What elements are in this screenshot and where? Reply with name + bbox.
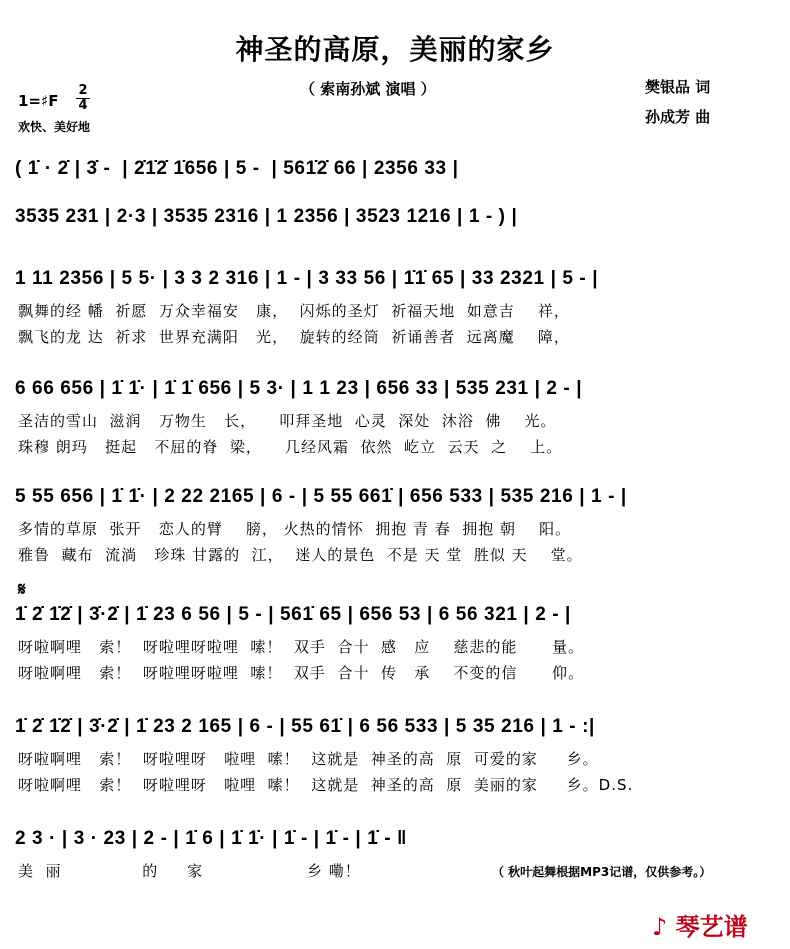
notation-row-2: 3535 231 | 2·3 | 3535 2316 | 1 2356 | 3523 1216 | 1 - ) | (15, 206, 518, 227)
lyricist-credit: 樊银品 词 (645, 78, 711, 96)
lyric-line: 呀啦啊哩 索！ 呀啦哩呀 啦哩 嗦！ 这就是 神圣的高 原 可爱的家 乡。 (18, 750, 599, 768)
lyric-line: 多情的草原 张开 恋人的臂 膀， 火热的情怀 拥抱 青 春 拥抱 朝 阳。 (18, 520, 572, 538)
singer-credit: （ 索南孙斌 演唱 ） (300, 80, 436, 98)
logo-mark-icon: ♪ (652, 912, 676, 941)
lyric-line: 圣洁的雪山 滋润 万物生 长， 叩拜圣地 心灵 深处 沐浴 佛 光。 (18, 412, 557, 430)
lyric-line: 飘舞的经 幡 祈愿 万众幸福安 康， 闪烁的圣灯 祈福天地 如意吉 祥， (18, 302, 570, 320)
segno-sign: 𝄋 (18, 579, 26, 600)
lyric-line: 雅鲁 藏布 流淌 珍珠 甘露的 江， 迷人的景色 不是 天 堂 胜似 天 堂。 (18, 546, 583, 564)
song-title: 神圣的高原，美丽的家乡 (235, 33, 555, 66)
lyric-line: 珠穆 朗玛 挺起 不屈的脊 梁， 几经风霜 依然 屹立 云天 之 上。 (18, 438, 563, 456)
lyric-line: 呀啦啊哩 索！ 呀啦哩呀啦哩 嗦！ 双手 合十 传 承 不变的信 仰。 (18, 664, 584, 682)
time-signature (76, 84, 90, 113)
tempo-marking: 欢快、美好地 (18, 120, 91, 134)
composer-credit: 孙成芳 曲 (645, 108, 711, 126)
notation-row-7: 1̇ 2̇ 1̇2̇ | 3̇·2̇ | 1̇ 23 2 165 | 6 - | 55 61̇ | 6 56 533 | 5 35 216 | 1 - :| (15, 716, 595, 737)
meter-top: 2 (78, 83, 88, 98)
notation-row-3: 1 11 2356 | 5 5· | 3 3 2 316 | 1 - | 3 33 56 | 1̇1̇ 65 | 33 2321 | 5 - | (15, 268, 599, 289)
notation-row-4: 6 66 656 | 1̇ 1̇· | 1̇ 1̇ 656 | 5 3· | 1 1 23 | 656 33 | 535 231 | 2 - | (15, 378, 583, 399)
logo-text: 琴艺谱 (675, 912, 748, 941)
notation-row-6: 1̇ 2̇ 1̇2̇ | 3̇·2̇ | 1̇ 23 6 56 | 5 - | 561̇ 65 | 656 53 | 6 56 321 | 2 - | (15, 604, 571, 625)
lyric-line: 飘飞的龙 达 祈求 世界充满阳 光， 旋转的经筒 祈诵善者 远离魔 障， (18, 328, 570, 346)
transcription-note: （ 秋叶起舞根据MP3记谱，仅供参考。） (492, 865, 712, 879)
site-logo (652, 907, 748, 942)
notation-row-5: 5 55 656 | 1̇ 1̇· | 2 22 2165 | 6 - | 5 55 661̇ | 656 533 | 535 216 | 1 - | (15, 486, 627, 507)
lyric-line: 呀啦啊哩 索！ 呀啦哩呀 啦哩 嗦！ 这就是 神圣的高 原 美丽的家 乡。D.S. (18, 776, 634, 794)
notation-row-8: 2 3 · | 3 · 23 | 2 - | 1̇ 6 | 1̇ 1̇· | 1̇ - | 1̇ - | 1̇ - ‖ (15, 828, 408, 849)
lyric-line: 呀啦啊哩 索！ 呀啦哩呀啦哩 嗦！ 双手 合十 感 应 慈悲的能 量。 (18, 638, 584, 656)
meter-bottom: 4 (78, 98, 88, 113)
notation-row-1: ( 1̇ · 2̇ | 3̇ - | 2̇1̇2̇ 1̇656 | 5 - | 561̇2̇ 66 | 2356 33 | (15, 158, 459, 179)
key-signature: 1=♯F (18, 92, 59, 110)
lyric-line: 美 丽 的 家 乡 嘞！ (18, 862, 361, 880)
